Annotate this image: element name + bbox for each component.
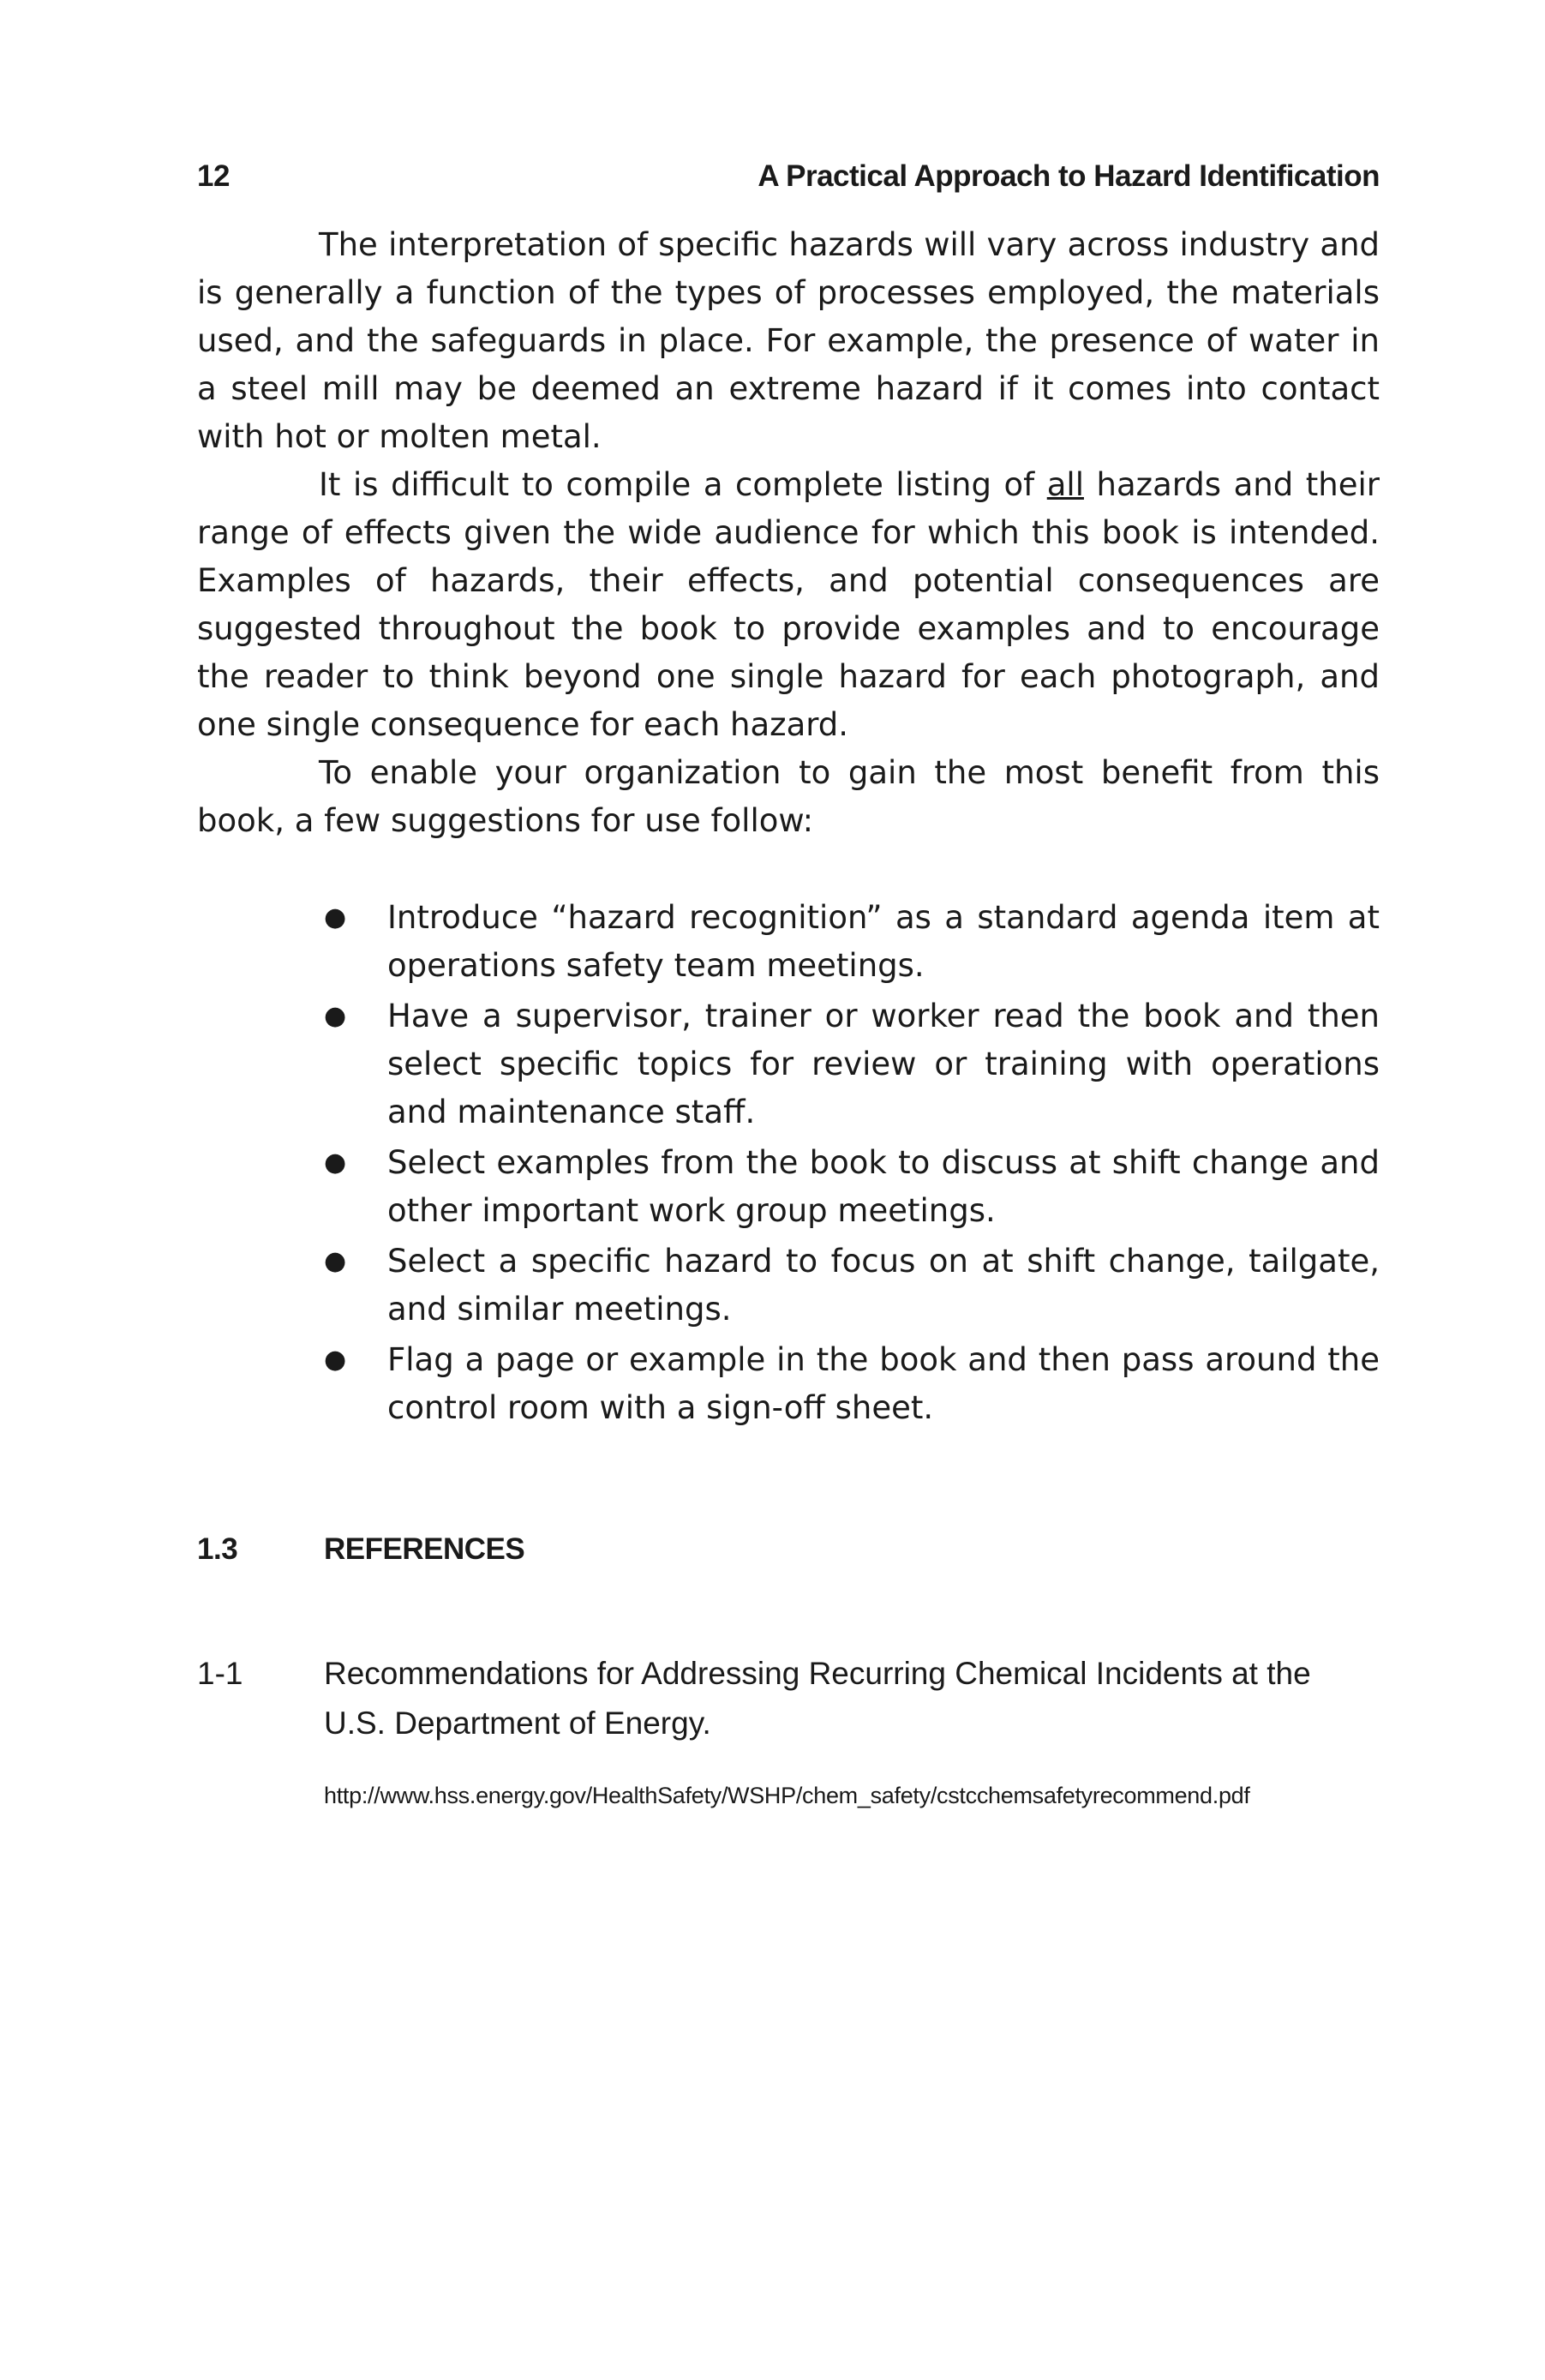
bullet-icon: ● [324,1345,347,1375]
list-item-text: Flag a page or example in the book and then pass around the control room with a sign-off sheet. [387,1341,1380,1426]
bullet-icon: ● [324,1001,347,1031]
paragraph-2 [197,461,1380,749]
list-item-text: Select a specific hazard to focus on at shift change, tailgate, and similar meetings. [387,1243,1380,1328]
list-item-text: Introduce “hazard recognition” as a standard agenda item at operations safety team meetings. [387,899,1380,984]
list-item [197,992,1380,1136]
reference-text: Recommendations for Addressing Recurring Chemical Incidents at the U.S. Department of Energy. [324,1656,1311,1741]
bullet-icon: ● [324,902,347,932]
paragraph-3: To enable your organization to gain the most benefit from this book, a few suggestions for use follow: [197,754,1380,839]
page-number: 12 [197,159,230,193]
list-item [197,1139,1380,1235]
reference-number: 1-1 [197,1656,243,1691]
section-number: 1.3 [197,1532,238,1566]
list-item-text: Select examples from the book to discuss at shift change and other important work group meetings. [387,1144,1380,1229]
list-item-text: Have a supervisor, trainer or worker read the book and then select specific topics for review or training with operations and maintenance staff. [387,998,1380,1130]
page-header [197,159,1380,202]
suggestions-list [197,894,1380,1435]
document-page [197,0,1380,2380]
body-text [197,221,1380,845]
section-title: REFERENCES [324,1532,525,1566]
running-title: A Practical Approach to Hazard Identification [758,159,1380,193]
bullet-icon: ● [324,1246,347,1276]
list-item [197,894,1380,990]
bullet-icon: ● [324,1148,347,1178]
list-item [197,1336,1380,1432]
paragraph-2-end: hazards and their range of effects given the wide audience for which this book is intended. Examples of hazards, their effects, and potential consequences are suggested throughout the book to provide examples and to encourage the reader to think beyond one single hazard for each photograph, and one single consequence for each hazard. [197,466,1380,743]
list-item [197,1238,1380,1334]
paragraph-1: The interpretation of specific hazards will vary across industry and is generally a function of the types of processes employed, the materials used, and the safeguards in place. For example, the presence of water in a steel mill may be deemed an extreme hazard if it comes into contact with hot or molten metal. [197,226,1380,455]
paragraph-2-start: It is difficult to compile a complete listing of [319,466,1047,503]
reference-url[interactable]: http://www.hss.energy.gov/HealthSafety/WSHP/chem_safety/cstcchemsafetyrecommend.pdf [324,1783,1250,1808]
paragraph-2-emphasis: all [1046,466,1084,503]
